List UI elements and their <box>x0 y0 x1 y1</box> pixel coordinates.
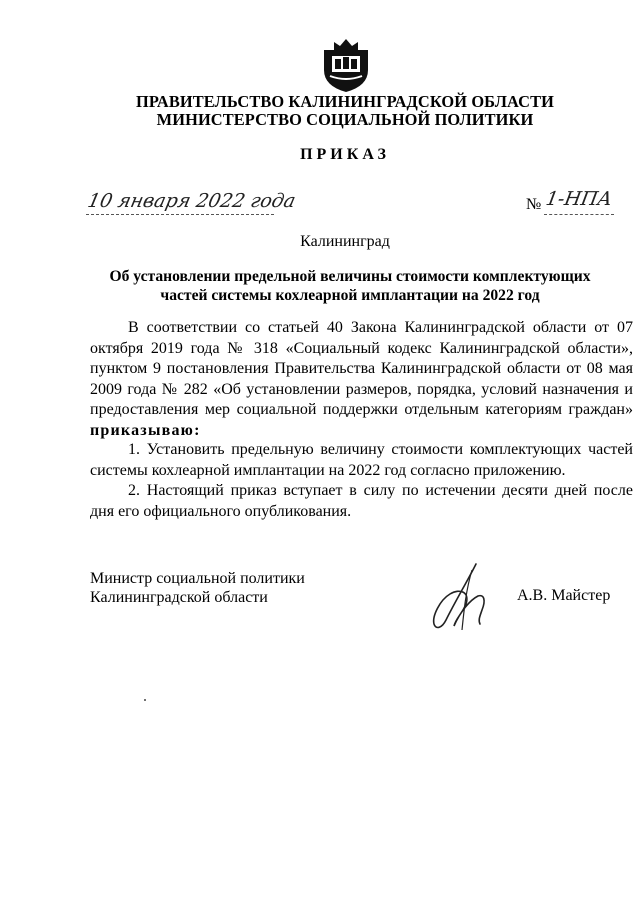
title-line-1: Об установлении предельной величины стоимости комплектующих <box>109 268 591 285</box>
signatory-position <box>90 569 305 607</box>
order-title <box>70 267 630 305</box>
city-name: Калининград <box>300 233 390 250</box>
directive-word: приказываю: <box>90 421 201 439</box>
government-name: ПРАВИТЕЛЬСТВО КАЛИНИНГРАДСКОЙ ОБЛАСТИ <box>136 92 554 111</box>
handwritten-signature <box>426 560 496 632</box>
order-item-1 <box>90 440 633 481</box>
document-type-label: ПРИКАЗ <box>300 146 390 163</box>
number-underline <box>544 214 614 215</box>
item-text: 1. Установить предельную величину стоимости комплектующих частей системы кохлеарной имплантации на 2022 год согласно приложению. <box>90 441 633 479</box>
order-number: 1-НПА <box>544 188 614 210</box>
title-line-2: частей системы кохлеарной имплантации на 2022 год <box>160 287 540 304</box>
number-sign: № <box>526 196 542 213</box>
signatory-name: А.В. Майстер <box>517 587 611 604</box>
preamble-paragraph <box>90 318 633 442</box>
order-date: 10 января 2022 года <box>85 190 298 212</box>
ministry-name: МИНИСТЕРСТВО СОЦИАЛЬНОЙ ПОЛИТИКИ <box>156 110 534 129</box>
item-text: 2. Настоящий приказ вступает в силу по истечении десяти дней после дня его официального опубликования. <box>90 482 633 520</box>
preamble-text: В соответствии со статьей 40 Закона Калининградской области от 07 октября 2019 года № 318 «Социальный кодекс Калининградской области», пунктом 9 постановления Правительства Калининградской области от 08 мая 2009 года № 282 «Об установлении размеров, порядка, условий назначения и предоставления мер социальной поддержки отдельным категориям граждан» <box>90 319 633 419</box>
date-underline <box>86 214 274 215</box>
scan-speck <box>144 699 146 701</box>
order-item-2 <box>90 481 633 522</box>
position-line-1: Министр социальной политики <box>90 570 305 587</box>
coat-of-arms-icon <box>320 36 372 94</box>
position-line-2: Калининградской области <box>90 589 268 606</box>
